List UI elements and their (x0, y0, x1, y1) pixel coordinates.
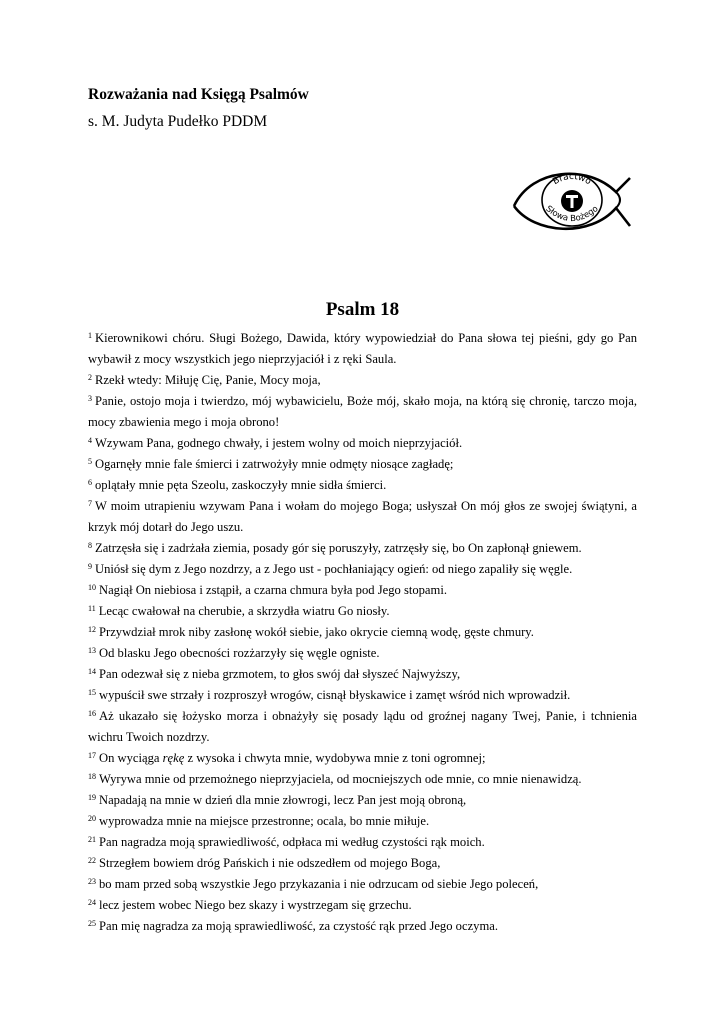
verse (88, 916, 637, 937)
verse (88, 433, 637, 454)
verse-number: 11 (88, 603, 96, 613)
verse-number: 3 (88, 393, 92, 403)
verse-text: bo mam przed sobą wszystkie Jego przykazania i nie odrzucam od siebie Jego poleceń, (99, 877, 539, 891)
bractwo-fish-logo (510, 162, 634, 242)
psalm-title: Psalm 18 (325, 299, 400, 320)
verse-number: 13 (88, 645, 96, 655)
verse-number: 12 (88, 624, 96, 634)
verse-number: 5 (88, 456, 92, 466)
verse-text: On wyciąga (99, 751, 163, 765)
verse (88, 853, 637, 874)
verse (88, 664, 637, 685)
verse-text: wypuścił swe strzały i rozproszył wrogów, cisnął błyskawice i zamęt wśród nich wprowadził. (99, 688, 571, 702)
verse (88, 790, 637, 811)
verse-number: 2 (88, 372, 92, 382)
verse-number: 10 (88, 582, 96, 592)
verse (88, 601, 637, 622)
verse-text: Uniósł się dym z Jego nozdrzy, a z Jego ust - pochłaniający ogień: od niego zapaliły się węgle. (95, 562, 573, 576)
verse-text: lecz jestem wobec Niego bez skazy i wystrzegam się grzechu. (99, 898, 412, 912)
verse-text: Od blasku Jego obecności rozżarzyły się węgle ogniste. (99, 646, 380, 660)
logo-top-text: Bractwo (551, 171, 593, 188)
verse-text: Pan nagradza moją sprawiedliwość, odpłaca mi według czystości rąk moich. (99, 835, 485, 849)
verse (88, 874, 637, 895)
document-title: Rozważania nad Księgą Psalmów (88, 86, 309, 103)
verse (88, 580, 637, 601)
verse-text: Rzekł wtedy: Miłuję Cię, Panie, Mocy moja, (95, 373, 321, 387)
verse-text: W moim utrapieniu wzywam Pana i wołam do mojego Boga; usłyszał On mój głos ze swojej świątyni, a krzyk mój dotarł do Jego uszu. (88, 499, 637, 534)
verse-number: 21 (88, 834, 96, 844)
verse (88, 811, 637, 832)
verse-number: 20 (88, 813, 96, 823)
verse-number: 16 (88, 708, 96, 718)
verse (88, 643, 637, 664)
verse-text: Lecąc cwałował na cherubie, a skrzydła wiatru Go niosły. (98, 604, 390, 618)
verse-text: Przywdział mrok niby zasłonę wokół siebie, jako okrycie ciemną wodę, gęste chmury. (99, 625, 534, 639)
verse-number: 9 (88, 561, 92, 571)
verse-text: Wyrywa mnie od przemożnego nieprzyjaciela, od mocniejszych ode mnie, co mnie nienawidzą. (99, 772, 582, 786)
verse-text: Pan mię nagradza za moją sprawiedliwość, za czystość rąk przed Jego oczyma. (99, 919, 498, 933)
document-author: s. M. Judyta Pudełko PDDM (88, 113, 268, 130)
verse-text: Panie, ostojo moja i twierdzo, mój wybawicielu, Boże mój, skało moja, na którą się chronię, tarczo moja, mocy zbawienia mego i moja obrono! (88, 394, 637, 429)
verse (88, 748, 637, 769)
verse-emphasis: rękę (162, 751, 185, 765)
verse-number: 23 (88, 876, 96, 886)
verse-text: Zatrzęsła się i zadrżała ziemia, posady gór się poruszyły, zatrzęsły się, bo On zapłonął gniewem. (95, 541, 582, 555)
verse (88, 685, 637, 706)
verse-number: 7 (88, 498, 92, 508)
verse-number: 25 (88, 918, 96, 928)
verse-number: 19 (88, 792, 96, 802)
verse-text: oplątały mnie pęta Szeolu, zaskoczyły mnie sidła śmierci. (95, 478, 387, 492)
verse (88, 475, 637, 496)
verse-number: 17 (88, 750, 96, 760)
verse-text: Aż ukazało się łożysko morza i obnażyły się posady lądu od groźnej nagany Twej, Panie, i tchnienia wichru Twoich nozdrzy. (88, 709, 637, 744)
verse (88, 559, 637, 580)
verse (88, 706, 637, 748)
verse-text: Wzywam Pana, godnego chwały, i jestem wolny od moich nieprzyjaciół. (95, 436, 463, 450)
verse (88, 496, 637, 538)
verse (88, 895, 637, 916)
verse-text: Nagiął On niebiosa i zstąpił, a czarna chmura była pod Jego stopami. (99, 583, 447, 597)
document-header (88, 84, 309, 133)
verse (88, 832, 637, 853)
verse-number: 6 (88, 477, 92, 487)
verse-number: 1 (88, 330, 92, 340)
verse-number: 8 (88, 540, 92, 550)
verse-text: Strzegłem bowiem dróg Pańskich i nie odszedłem od mojego Boga, (99, 856, 441, 870)
verse (88, 370, 637, 391)
psalm-verses (88, 328, 637, 937)
verse (88, 769, 637, 790)
verse-text: wyprowadza mnie na miejsce przestronne; ocala, bo mnie miłuje. (99, 814, 430, 828)
verse-text: Pan odezwał się z nieba grzmotem, to głos swój dał słyszeć Najwyższy, (99, 667, 461, 681)
verse-text: Kierownikowi chóru. Sługi Bożego, Dawida, który wypowiedział do Pana słowa tej pieśni, gdy go Pan wybawił z mocy wszystkich jego nieprzyjaciół i z ręki Saula. (88, 331, 637, 366)
verse-text-continued: z wysoka i chwyta mnie, wydobywa mnie z toni ogromnej; (184, 751, 486, 765)
verse (88, 622, 637, 643)
verse-number: 18 (88, 771, 96, 781)
verse (88, 328, 637, 370)
verse-text: Napadają na mnie w dzień dla mnie złowrogi, lecz Pan jest moją obroną, (99, 793, 467, 807)
verse-number: 14 (88, 666, 96, 676)
verse-number: 15 (88, 687, 96, 697)
verse-number: 22 (88, 855, 96, 865)
verse (88, 538, 637, 559)
verse (88, 454, 637, 475)
verse-text: Ogarnęły mnie fale śmierci i zatrwożyły mnie odmęty niosące zagładę; (95, 457, 454, 471)
verse (88, 391, 637, 433)
verse-number: 24 (88, 897, 96, 907)
verse-number: 4 (88, 435, 92, 445)
logo-bottom-text: Słowa Bożego (543, 204, 601, 225)
